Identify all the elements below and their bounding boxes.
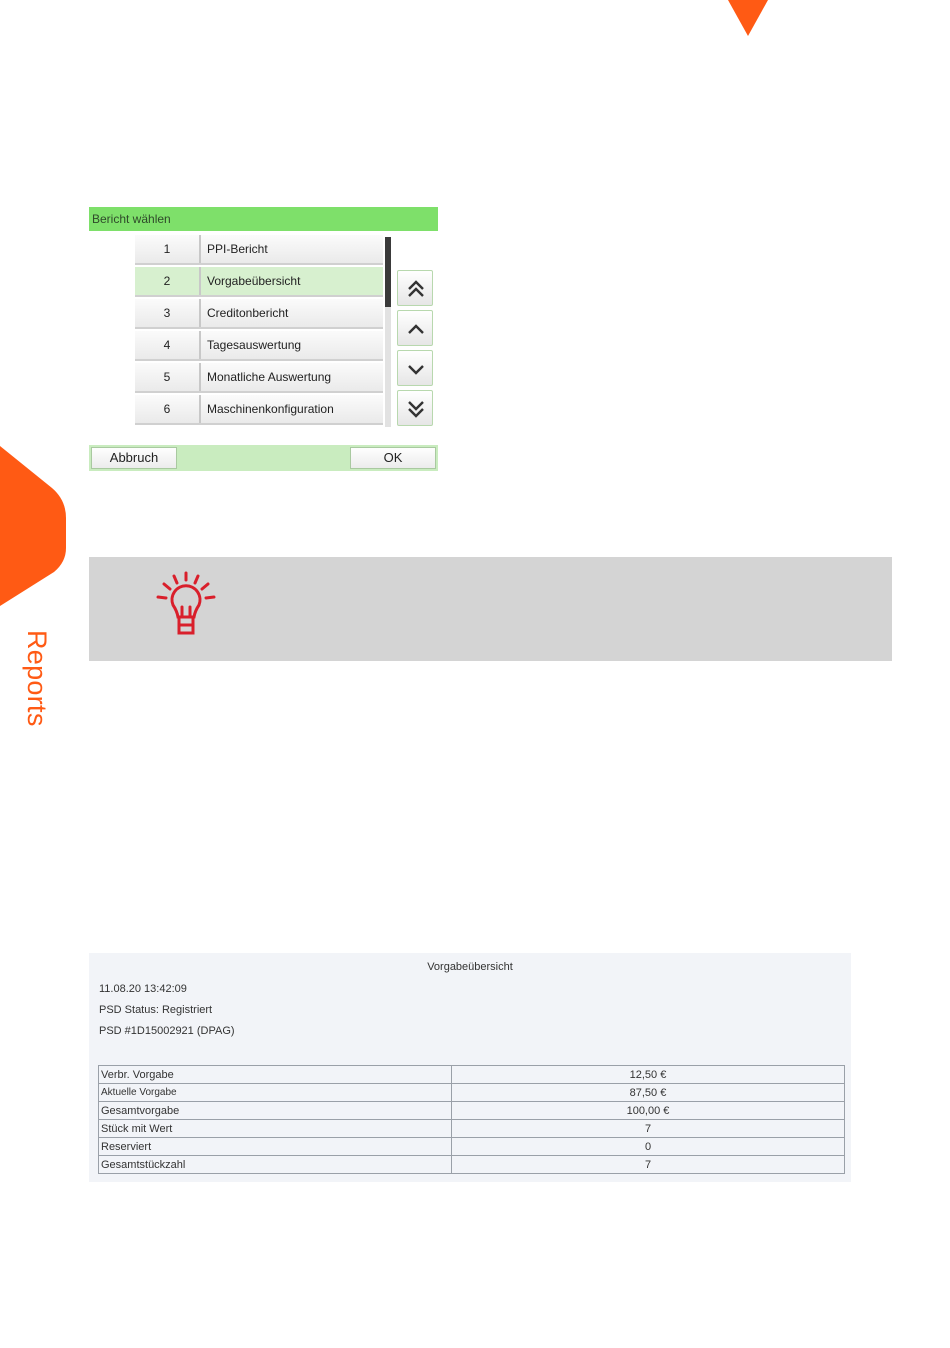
item-number: 2 — [135, 267, 201, 295]
row-value: 12,50 € — [452, 1066, 845, 1084]
item-number: 5 — [135, 363, 201, 391]
list-item[interactable] — [135, 235, 383, 265]
scroll-thumb[interactable] — [385, 237, 391, 307]
item-label: PPI-Bericht — [207, 242, 268, 256]
table-row — [99, 1102, 845, 1120]
report-status: PSD Status: Registriert — [99, 1004, 213, 1016]
table-row — [99, 1156, 845, 1174]
ok-button[interactable]: OK — [350, 447, 436, 469]
row-value: 87,50 € — [452, 1084, 845, 1102]
item-number: 6 — [135, 395, 201, 423]
list-item[interactable] — [135, 395, 383, 425]
list-scrollbar[interactable] — [385, 237, 391, 427]
lightbulb-icon — [155, 571, 217, 641]
item-label: Creditonbericht — [207, 306, 289, 320]
scroll-up-button[interactable] — [397, 310, 433, 346]
report-psd: PSD #1D15002921 (DPAG) — [99, 1025, 235, 1037]
item-label: Tagesauswertung — [207, 338, 302, 352]
row-label: Gesamtvorgabe — [99, 1102, 452, 1120]
table-row — [99, 1084, 845, 1102]
list-item[interactable] — [135, 299, 383, 329]
table-row — [99, 1138, 845, 1156]
item-label: Maschinenkonfiguration — [207, 402, 334, 416]
item-number: 3 — [135, 299, 201, 327]
device-screen — [89, 207, 438, 471]
report-title: Vorgabeübersicht — [427, 961, 513, 973]
section-tab-shape — [0, 446, 70, 606]
chevron-up-icon — [406, 319, 426, 339]
row-label: Stück mit Wert — [99, 1120, 452, 1138]
button-bar — [89, 445, 438, 471]
item-number: 1 — [135, 235, 201, 263]
table-row — [99, 1120, 845, 1138]
row-label: Aktuelle Vorgabe — [99, 1084, 452, 1102]
list-item[interactable] — [135, 331, 383, 361]
item-label: Vorgabeübersicht — [207, 274, 301, 288]
table-row — [99, 1066, 845, 1084]
report-timestamp: 11.08.20 13:42:09 — [99, 983, 187, 995]
row-value: 7 — [452, 1156, 845, 1174]
list-item[interactable] — [135, 363, 383, 393]
item-label: Monatliche Auswertung — [207, 370, 332, 384]
row-label: Gesamtstückzahl — [99, 1156, 452, 1174]
corner-decoration — [728, 0, 768, 36]
report-printout — [89, 953, 851, 1182]
list-item-selected[interactable] — [135, 267, 383, 297]
section-label: Reports — [22, 630, 52, 727]
chevron-down-icon — [406, 359, 426, 379]
row-value: 7 — [452, 1120, 845, 1138]
row-label: Verbr. Vorgabe — [99, 1066, 452, 1084]
page-up-button[interactable] — [397, 270, 433, 306]
row-value: 0 — [452, 1138, 845, 1156]
report-table — [98, 1065, 845, 1174]
page-down-button[interactable] — [397, 390, 433, 426]
row-label: Reserviert — [99, 1138, 452, 1156]
item-number: 4 — [135, 331, 201, 359]
tip-box — [89, 557, 892, 661]
screen-title: Bericht wählen — [89, 207, 438, 231]
double-chevron-down-icon — [406, 399, 426, 419]
cancel-button[interactable]: Abbruch — [91, 447, 177, 469]
scroll-down-button[interactable] — [397, 350, 433, 386]
row-value: 100,00 € — [452, 1102, 845, 1120]
double-chevron-up-icon — [406, 279, 426, 299]
